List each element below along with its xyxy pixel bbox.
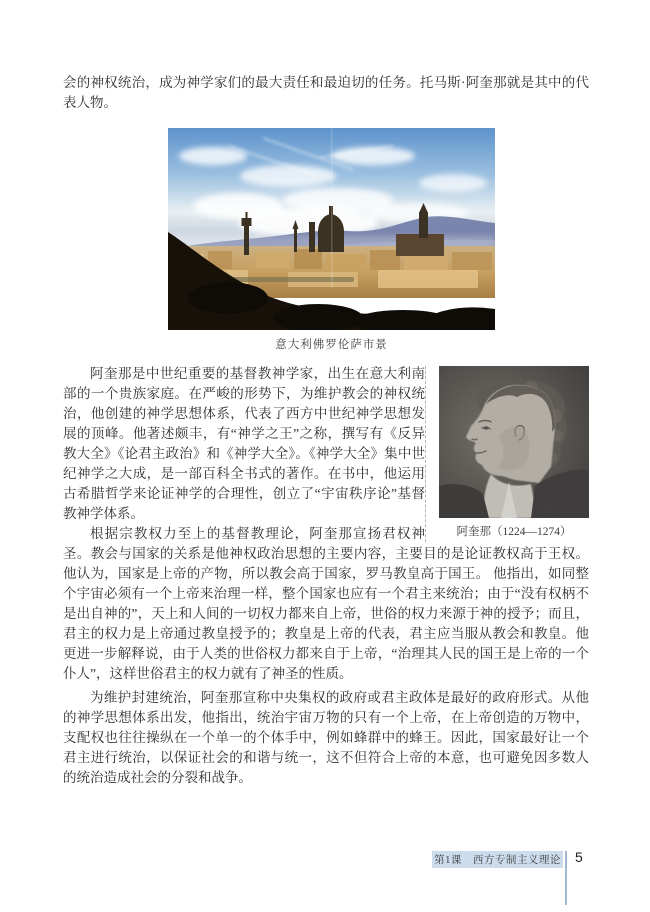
portrait-caption: 阿奎那（1224—1274） <box>456 526 572 538</box>
footer-divider <box>565 851 567 905</box>
paragraph-monarchy: 为维护封建统治，阿奎那宣称中央集权的政府或君主政体是最好的政府形式。从他的神学思想体系出发，他指出，统治宇宙万物的只有一个上帝，在上帝创造的万物中，支配权也往往操纵在一个单一的个体手中，例如蜂群中的蜂王。因此，国家最好让一个君主进行统治，以保证社会的和谐与统一，这不但符合上帝的本意，也可避免因多数人的统治造成社会的分裂和战争。 <box>63 690 589 785</box>
portrait-figure <box>425 366 589 542</box>
page-number: 5 <box>575 849 583 865</box>
florence-photo-figure <box>168 128 495 352</box>
aquinas-portrait <box>439 366 589 518</box>
paragraph-divine-right: 根据宗教权力至上的基督教理论，阿奎那宣扬君权神圣。教会与国家的关系是他神权政治思想的主要内容，主要目的是论证教权高于王权。他认为，国家是上帝的产物，所以教会高于国家，罗马教皇高于国王。 他指出，如同整个宇宙必须有一个上帝来治理一样，整个国家也应有一个君主来统治；由于“没有权柄不是出自神的”，天上和人间的一切权力都来自上帝，世俗的权力来源于神的授予；而且，君主的权力是上帝通过教皇授予的；教皇是上帝的代表，君主应当服从教会和教皇。他更进一步解释说，由于人类的世俗权力都来自于上帝，“治理其人民的国王是上帝的一个仆人”，这样世俗君主的权力就有了神圣的性质。 <box>63 526 589 681</box>
intro-paragraph: 会的神权统治，成为神学家们的最大责任和最迫切的任务。托马斯·阿奎那就是其中的代表人物。 <box>63 75 589 110</box>
footer-lesson-bar <box>432 851 563 868</box>
paragraph-aquinas-life: 阿奎那是中世纪重要的基督教神学家，出生在意大利南部的一个贵族家庭。在严峻的形势下，为维护教会的神权统治，他创建的神学思想体系，代表了西方中世纪神学思想发展的顶峰。他著述颇丰，有“神学之王”之称，撰写有《反异教大全》《论君主政治》和《神学大全》。《神学大全》集中世纪神学之大成，是一部百科全书式的著作。在书中，他运用古希腊哲学来论证神学的合理性，创立了“宇宙秩序论”基督教神学体系。 <box>63 366 425 521</box>
florence-cityscape-photo <box>168 128 495 330</box>
body-text <box>63 364 589 788</box>
footer-lesson-label: 第1课 西方专制主义理论 <box>434 855 561 866</box>
photo-caption: 意大利佛罗伦萨市景 <box>275 339 388 351</box>
